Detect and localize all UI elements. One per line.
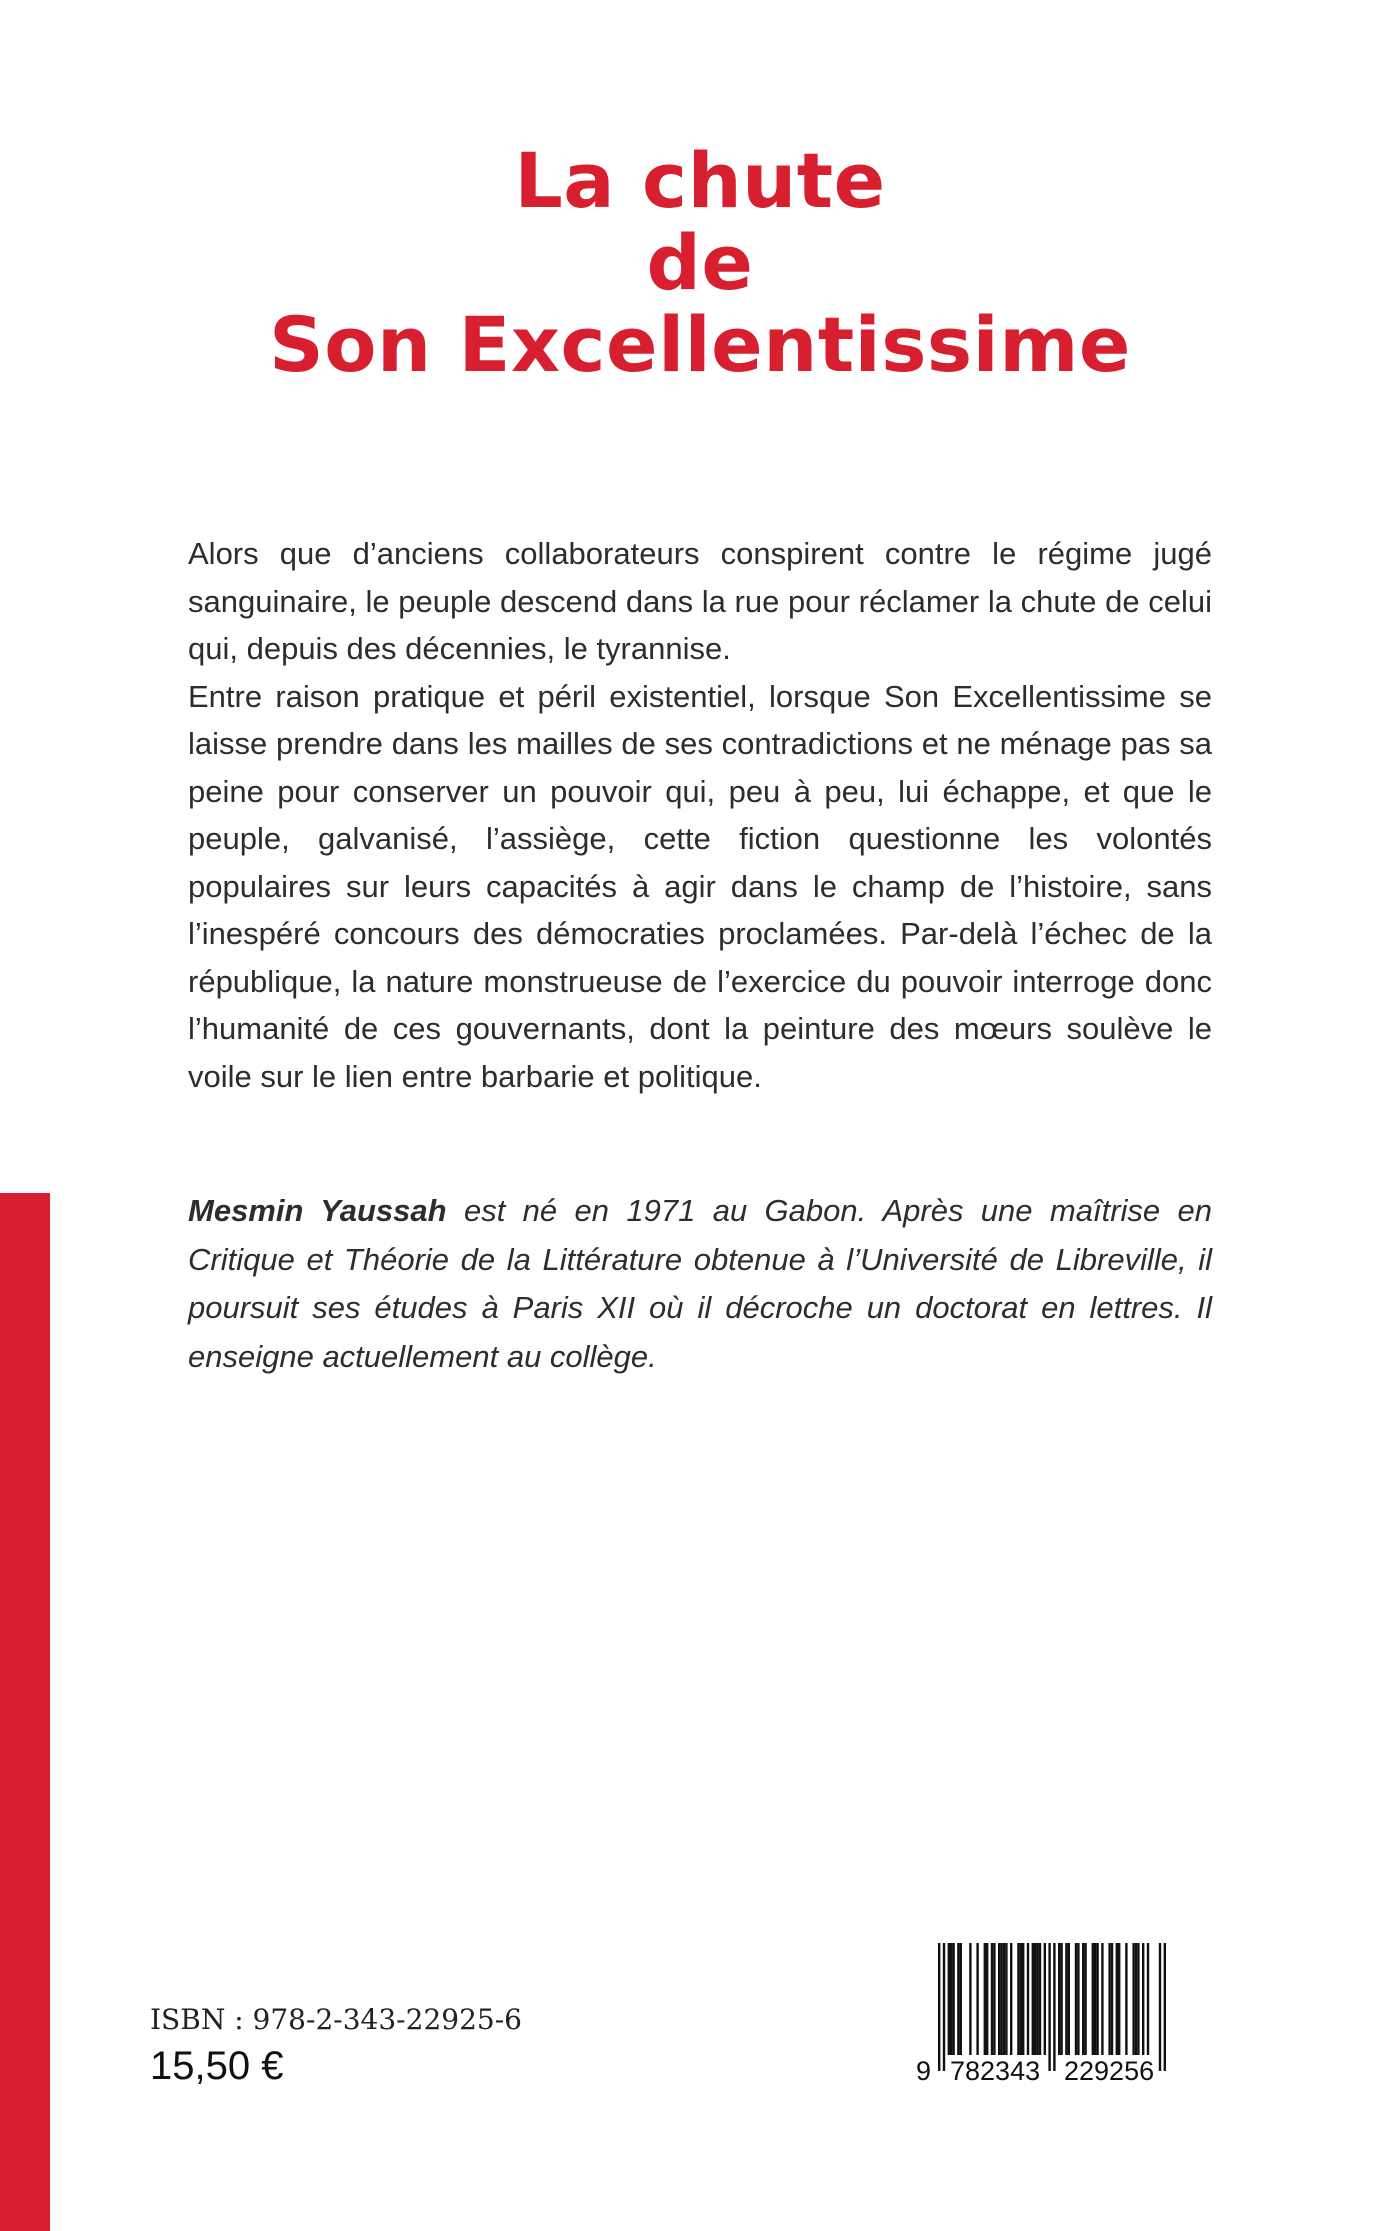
barcode-bar bbox=[1116, 1943, 1118, 2055]
barcode-bar bbox=[948, 1943, 950, 2055]
barcode-bar bbox=[1039, 1943, 1041, 2055]
barcode-bar bbox=[1058, 1943, 1060, 2055]
barcode-bars bbox=[916, 1943, 1174, 2073]
back-cover-summary bbox=[188, 530, 1212, 1100]
barcode-bar bbox=[969, 1943, 971, 2055]
barcode-bar bbox=[976, 1943, 978, 2055]
isbn-label: ISBN : 978-2-343-22925-6 bbox=[150, 2003, 522, 2036]
barcode-bar bbox=[1053, 1943, 1055, 2071]
barcode-bar bbox=[1101, 1943, 1103, 2055]
barcode-bar bbox=[1137, 1943, 1139, 2055]
book-title bbox=[0, 136, 1400, 389]
barcode-bar bbox=[1044, 1943, 1046, 2055]
barcode-bar bbox=[1164, 1943, 1166, 2071]
title-line-1: La chute bbox=[514, 136, 886, 225]
barcode-bar bbox=[957, 1943, 959, 2055]
title-line-2: de bbox=[646, 218, 754, 307]
barcode-bar bbox=[1082, 1943, 1084, 2055]
price-label: 15,50 € bbox=[150, 2044, 284, 2088]
barcode-bar bbox=[984, 1943, 986, 2055]
barcode-bar bbox=[1111, 1943, 1113, 2055]
barcode-bar bbox=[1000, 1943, 1002, 2055]
barcode-bar bbox=[1108, 1943, 1110, 2055]
barcode-first-digit: 9 bbox=[916, 2056, 932, 2086]
barcode-bar bbox=[1027, 1943, 1029, 2055]
barcode-digits bbox=[916, 2056, 1174, 2096]
barcode-bar bbox=[1020, 1943, 1022, 2055]
barcode-bar bbox=[1048, 1943, 1050, 2071]
barcode-bar bbox=[950, 1943, 952, 2055]
barcode-bar bbox=[1036, 1943, 1038, 2055]
barcode-bar bbox=[1096, 1943, 1098, 2055]
summary-paragraph-1: Alors que d’anciens collaborateurs conspirent contre le régime jugé sanguinaire, le peuple descend dans la rue pour réclamer la chute de celui qui, depuis des décennies, le tyrannise. bbox=[188, 536, 1212, 666]
barcode-bar bbox=[1135, 1943, 1137, 2055]
author-bio-text: est né en 1971 au Gabon. Après une maîtrise en Critique et Théorie de la Littérature obtenue à l’Université de Libreville, il poursuit ses études à Paris XII où il décroche un doctorat en lettres. Il enseigne actuellement au collège. bbox=[188, 1193, 1212, 1374]
barcode-bar bbox=[1142, 1943, 1144, 2055]
barcode-bar bbox=[938, 1943, 940, 2071]
author-name: Mesmin Yaussah bbox=[188, 1193, 447, 1228]
barcode-bar bbox=[1003, 1943, 1005, 2055]
barcode-bar bbox=[986, 1943, 988, 2055]
barcode-bar bbox=[1068, 1943, 1070, 2055]
barcode-left-group: 782343 bbox=[950, 2056, 1041, 2086]
barcode-bar bbox=[1032, 1943, 1034, 2055]
barcode-bar bbox=[991, 1943, 993, 2055]
barcode-bar bbox=[943, 1943, 945, 2071]
barcode-bar bbox=[1147, 1943, 1149, 2055]
barcode-bar bbox=[1092, 1943, 1094, 2055]
barcode-bar bbox=[1005, 1943, 1007, 2055]
barcode-bar bbox=[1022, 1943, 1024, 2055]
barcode-bar bbox=[1010, 1943, 1012, 2055]
barcode-bar bbox=[993, 1943, 995, 2055]
barcode-bar bbox=[1060, 1943, 1062, 2055]
barcode-bar bbox=[1017, 1943, 1019, 2055]
barcode-bar bbox=[960, 1943, 962, 2055]
barcode-right-group: 229256 bbox=[1064, 2056, 1155, 2086]
barcode-bar bbox=[1077, 1943, 1079, 2055]
barcode-bar bbox=[1159, 1943, 1161, 2071]
barcode-bar bbox=[1125, 1943, 1127, 2055]
barcode bbox=[916, 1943, 1174, 2099]
barcode-bar bbox=[1075, 1943, 1077, 2055]
author-biography bbox=[188, 1187, 1212, 1381]
red-side-band bbox=[0, 1193, 50, 2231]
barcode-bar bbox=[1065, 1943, 1067, 2055]
barcode-bar bbox=[998, 1943, 1000, 2055]
title-line-3: Son Excellentissime bbox=[269, 300, 1131, 389]
barcode-bar bbox=[1094, 1943, 1096, 2055]
summary-paragraph-2: Entre raison pratique et péril existentiel, lorsque Son Excellentissime se laisse prendre dans les mailles de ses contradictions et ne ménage pas sa peine pour conserver un pouvoir qui, peu à peu, lui échappe, et que le peuple, galvanisé, l’assiège, cette fiction questionne les volontés populaires sur leurs capacités à agir dans le champ de l’histoire, sans l’inespéré concours des démocraties proclamées. Par-delà l’échec de la république, la nature monstrueuse de l’exercice du pouvoir interroge donc l’humanité de ces gouvernants, dont la peinture des mœurs soulève le voile sur le lien entre barbarie et politique. bbox=[188, 678, 1212, 1094]
barcode-bar bbox=[1132, 1943, 1134, 2055]
barcode-bar bbox=[1084, 1943, 1086, 2055]
barcode-bar bbox=[1034, 1943, 1036, 2055]
barcode-bar bbox=[952, 1943, 954, 2055]
barcode-bar bbox=[1118, 1943, 1120, 2055]
